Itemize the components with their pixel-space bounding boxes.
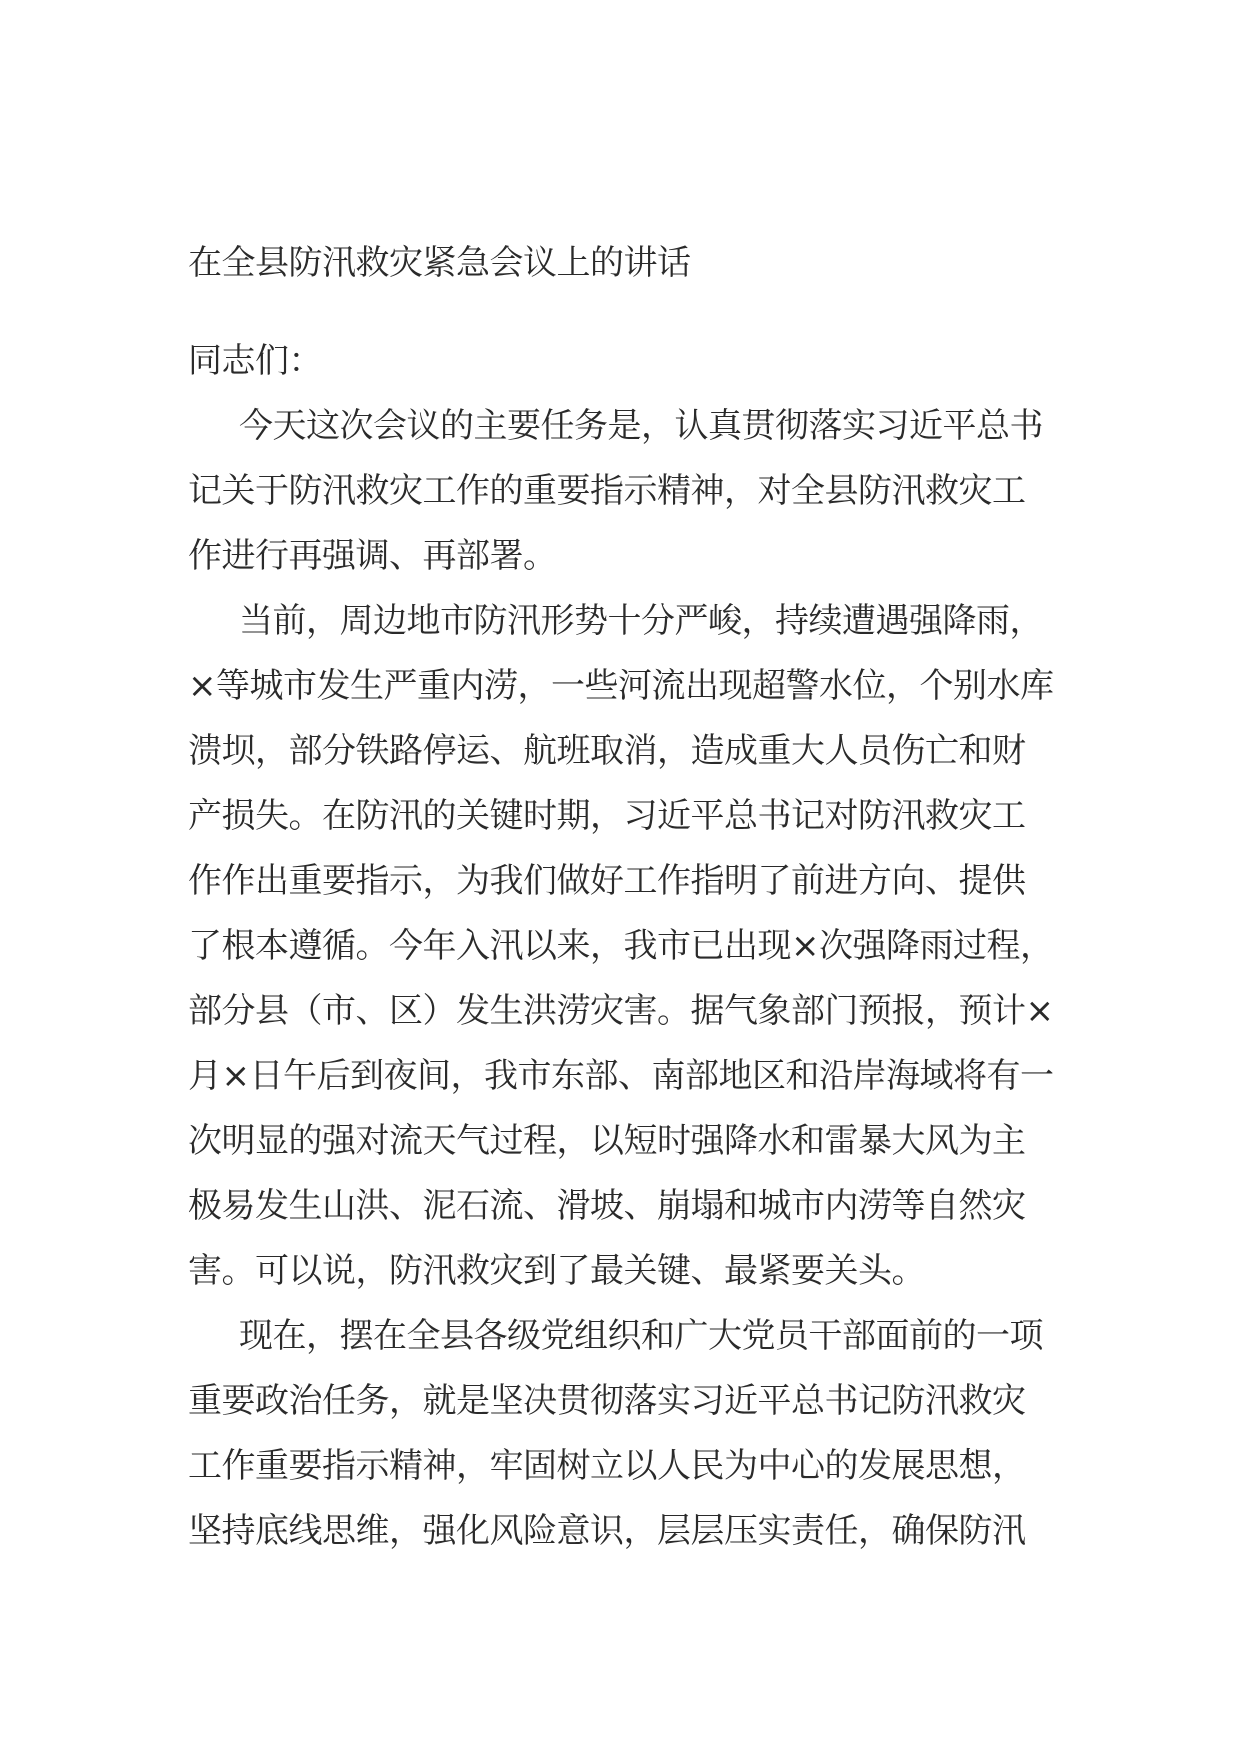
text-line: 月×日午后到夜间，我市东部、南部地区和沿岸海域将有一: [188, 1056, 1054, 1096]
text-line: 当前，周边地市防汛形势十分严峻，持续遭遇强降雨，: [239, 601, 1043, 641]
text-line: 工作重要指示精神，牢固树立以人民为中心的发展思想，: [188, 1446, 1026, 1486]
text-line: 溃坝，部分铁路停运、航班取消，造成重大人员伤亡和财: [188, 731, 1026, 771]
text-line: 产损失。在防汛的关键时期，习近平总书记对防汛救灾工: [188, 796, 1026, 836]
text-line: 了根本遵循。今年入汛以来，我市已出现×次强降雨过程，: [188, 926, 1054, 966]
text-line: 现在，摆在全县各级党组织和广大党员干部面前的一项: [239, 1316, 1043, 1356]
text-line: 今天这次会议的主要任务是，认真贯彻落实习近平总书: [239, 406, 1043, 446]
text-line: 坚持底线思维，强化风险意识，层层压实责任，确保防汛: [188, 1511, 1026, 1551]
text-line: 同志们：: [188, 341, 322, 381]
text-line: 作进行再强调、再部署。: [188, 536, 557, 576]
text-line: 重要政治任务，就是坚决贯彻落实习近平总书记防汛救灾: [188, 1381, 1026, 1421]
document-title: 在全县防汛救灾紧急会议上的讲话: [188, 243, 691, 283]
text-line: 极易发生山洪、泥石流、滑坡、崩塌和城市内涝等自然灾: [188, 1186, 1026, 1226]
text-line: 记关于防汛救灾工作的重要指示精神，对全县防汛救灾工: [188, 471, 1026, 511]
text-line: 作作出重要指示，为我们做好工作指明了前进方向、提供: [188, 861, 1026, 901]
text-line: 次明显的强对流天气过程，以短时强降水和雷暴大风为主: [188, 1121, 1026, 1161]
text-line: 害。可以说，防汛救灾到了最关键、最紧要关头。: [188, 1251, 925, 1291]
text-line: 部分县（市、区）发生洪涝灾害。据气象部门预报，预计×: [188, 991, 1054, 1031]
document-body: [188, 329, 1056, 1564]
text-line: ×等城市发生严重内涝，一些河流出现超警水位，个别水库: [188, 666, 1054, 706]
